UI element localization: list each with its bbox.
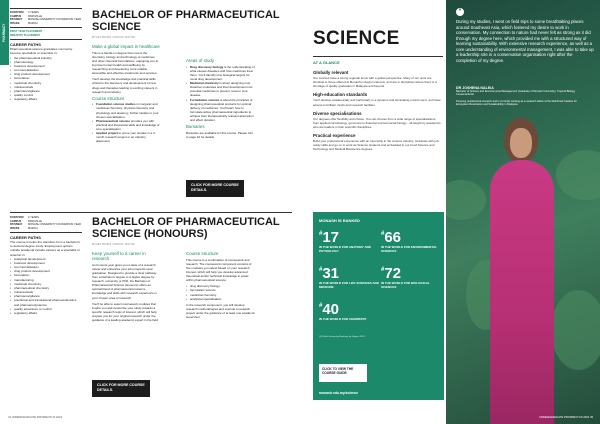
list-item: • preclinical and translational pharmacokinetics and pharmacodynamics (10, 298, 82, 306)
quote-attribution (456, 86, 586, 106)
course1-career-intro: Pharmaceutical science graduates commonly become specialists or scientists in: (10, 47, 73, 56)
list-item: • nutraceuticals (10, 290, 82, 294)
list-item: • quality assurance or control (10, 307, 82, 311)
page-footer-right: UNDERGRADUATE PROSPECTUS 2024 45 (538, 416, 593, 419)
course1-col1 (92, 44, 160, 146)
course2-heading-research: Keep yourself to a career in research (92, 251, 146, 261)
glance-item: Diverse specialisations Our degrees offer flexibility and choice. You can choose from a wide range of specialisations, from applied microbiology, genomics to financial environmental biology - all taught by academics who are leaders in their scientific disciplines. (313, 110, 441, 129)
list-item: • Applied project to prove your studies in a 3-month research project or an industry placement. (92, 131, 160, 143)
rank-number: 40 (322, 301, 340, 318)
right-page (300, 0, 600, 424)
course2-details-button[interactable]: CLICK FOR MORE COURSE DETAILS. (92, 380, 150, 397)
list-item: • commercialisation (10, 68, 82, 72)
list-item: • analytical development (10, 257, 82, 261)
course2-code: MYCET: B07001 | CRICOS: 001771K (92, 243, 136, 246)
course1-pathway: PATHWAY MONASH UNIVERSITY FOUNDATION YEAR (10, 18, 82, 21)
section-tab-label: PHARMACY (2, 23, 6, 42)
list-item: • medicinal chemistry (186, 293, 256, 297)
course2-duration: DURATION 4 YEARS (10, 216, 39, 219)
course1-sidebar (10, 8, 82, 101)
list-item: • nutraceuticals (10, 85, 82, 89)
list-item: • pharmacology (10, 60, 82, 64)
divider (10, 212, 292, 213)
rank-label: IN THE WORLD FOR ANATOMY AND PHYSIOLOGY (319, 245, 371, 253)
course2-career-intro: The course is helps the transition from a bachelor's to doctoral degree study. Employment options outside academia include careers as a specialist or scientist in: (10, 240, 80, 257)
list-item: • pharmaceutical chemistry (10, 286, 82, 290)
course1-tag-2: INDUSTRY PLACEMENT (10, 33, 40, 37)
glance-list (313, 70, 443, 155)
rank-number: 72 (384, 265, 402, 282)
list-item: • medicinal chemistry (10, 81, 82, 85)
course1-career-title: CAREER PATHS (10, 42, 41, 48)
course2-col2 (186, 251, 256, 321)
course2-para-1: An honours year gives you a taste of a research career and enhances your job prospects upon graduation. Designed to provide a clear pathway from a bachelor's degree to a higher degree by research, university or PhD, the Bachelor of Pharmaceutical Science (Honours) offers an optimal blend of pharmaceutical science knowledge and skills with research experience in your chosen area of research. (92, 262, 157, 300)
page-footer-left: 44 UNDERGRADUATE PROSPECTUS 2024 (8, 416, 63, 419)
list-item: • business development (10, 64, 82, 68)
course2-pathway: PATHWAY MONASH UNIVERSITY FOUNDATION YEAR (10, 223, 82, 226)
list-item: • the pharmaceutical industry (10, 56, 82, 60)
glance-item: Globally relevant Our courses have a strong regional focus with a global perspective. Many of our units are identical to those offered at Monash's Clayton campus, and are in disciplines where there is a shortage of quality graduates in Malaysia and beyond. (313, 70, 437, 89)
rank-item: #66 IN THE WORLD FOR ENVIRONMENTAL SCIENCES (381, 230, 441, 254)
course1-heading-areas: Areas of study (186, 58, 215, 63)
list-item: • formulation (10, 273, 82, 277)
course2-modules-list (186, 284, 256, 301)
list-item: • Drug discovery biology is the understanding of what causes diseases and how medicines treat them. You'll identify new biological targets for novel drug development. (186, 65, 256, 82)
list-item: • regulatory affairs. (10, 97, 82, 101)
course2-campus: CAMPUS PARKVILLE (10, 219, 42, 223)
course1-duration: DURATION 4 YEARS (10, 11, 39, 14)
course2-career-list (10, 257, 82, 315)
student-quote: During my studies, I went on field trips to some breathtaking places around Southeast Asia, which fostered my desire to work in conservation. My connection to nature had never felt as strong as it did through my degree here, which provided me with a structured way of learning sustainability. With extensive research experience, as well as a core understanding of environmental management, I was able to take up a leadership role in a conservation organisation right after the completion of my degree. (456, 19, 594, 64)
course1-campus: CAMPUS PARKVILLE (10, 14, 42, 18)
glance-item: Practical experience Build your professional experience with an internship in the science industry. Graduate with job-ready skills and go on to work as Science students and embedded in our Food Science and Technology and Medical Bioscience degrees. (313, 133, 440, 152)
course1-areas-list (186, 65, 256, 123)
student-current: Pursuing postdoctoral research and is currently working as a research fellow at the Rainforest Institute for Ecosystem Restoration and Sustainability in Malaysia. (456, 99, 577, 107)
course1-title: BACHELOR OF PHARMACEUTICAL SCIENCE (92, 9, 280, 33)
rank-item: #31 IN THE WORLD FOR LIFE SCIENCES AND MEDICINE (319, 265, 379, 289)
course1-details-button[interactable]: CLICK FOR MORE COURSE DETAILS. (186, 180, 244, 197)
list-item: • regulatory affairs. (10, 311, 82, 315)
course1-para-1: This is a hands-on degree that covers the chemistry, biology and technology of medicines and other chemical formulations, equipping you to improve human health and wellbeing by researching and developing more reliable, accessible and effective treatments and services. (92, 50, 159, 76)
list-item: • quality control (10, 93, 82, 97)
student-name: DR JOSHENA NALEIA (456, 86, 494, 90)
list-item: • medicinal chemistry (10, 282, 82, 286)
course1-intake: INTAKE MARCH (10, 21, 38, 25)
list-item: • formulation (10, 76, 82, 80)
course2-sidebar (10, 216, 82, 315)
list-item: • analytical specialisation. (186, 297, 256, 301)
list-item: • Formulation science is about the principles of designing pharmaceutical products for optimal delivery of medicines. You'll learn how to formulate active pharmaceutical ingredients to achieve their therapeutically relevant absorption and effect duration. (186, 98, 256, 123)
course2-career-title: CAREER PATHS (10, 235, 41, 240)
rank-number: 17 (322, 229, 340, 246)
rankings-source: QS World University Rankings by Subject 2023 (319, 336, 365, 338)
list-item: • pharmacovigilance (10, 89, 82, 93)
course2-title: BACHELOR OF PHARMACEUTICAL SCIENCE (HONOURS) (92, 216, 280, 240)
course2-para-2: You'll be able to select coursework modules that inspire you and customise your study towards a specific research topic of interest, which will help prepare you for your original research under the guidance of a leading academic expert in the field. (92, 301, 159, 323)
course1-heading-bursaries: Bursaries (186, 124, 205, 130)
rank-label: IN THE WORLD FOR BIOLOGICAL SCIENCES (381, 281, 430, 289)
rank-number: 31 (322, 265, 340, 282)
course-guide-button[interactable]: CLICK TO VIEW THE COURSE GUIDE. (319, 364, 367, 382)
course2-structure-text: This course is a combination of coursework and research. The coursework component consists of five modules you select based on your research interest, which will help you develop advanced theoretical and/or technical knowledge in areas within pharmaceutical science: (186, 257, 252, 283)
glance-item: High-education standards You'll develop academically and particularly in a dynamic and stimulating environment, and have access to brilliant minds and research facilities. (313, 92, 441, 107)
rank-label: IN THE WORLD FOR CHEMISTRY (319, 317, 367, 321)
list-item: • drug discovery biology (186, 284, 256, 288)
list-item: • manufacturing (10, 278, 82, 282)
course1-heading-impact: Make a global impact in healthcare (92, 44, 160, 49)
course2-col1 (92, 251, 160, 324)
course1-structure-list (92, 102, 160, 143)
list-item: • business development (10, 261, 82, 265)
course1-col2 (186, 58, 256, 141)
course1-code: MYCET: B07001 | CRICOS: 001771K (92, 36, 136, 39)
rank-item: #40 IN THE WORLD FOR CHEMISTRY (319, 302, 379, 322)
course2-heading-structure: Course structure (186, 251, 219, 256)
course2-research-text: In the research component, you will develop research methodologies and execute a research project under the guidance of at least one academic supervisor. (186, 302, 255, 320)
rankings-title: MONASH IS RANKED (319, 218, 360, 223)
course1-career-list (10, 56, 82, 102)
rank-label: IN THE WORLD FOR LIFE SCIENCES AND MEDICINE (319, 281, 379, 289)
page-title: SCIENCE (313, 28, 400, 49)
course1-para-2: You'll develop the knowledge and practical skills critical to the discovery and development of new drugs and therapies leading to exciting careers in research and industry. (92, 77, 158, 94)
science-panel (300, 0, 446, 424)
rank-label: IN THE WORLD FOR ENVIRONMENTAL SCIENCES (381, 245, 437, 253)
student-role: Bachelor of Science and Environmental Management (Graduate of Monash University), Tropical Biology Conservationist (456, 90, 576, 97)
science-link[interactable]: monash.edu.my/science (319, 391, 359, 395)
course2-intake: INTAKE MARCH (10, 226, 38, 230)
list-item: • pharmacovigilance (10, 294, 82, 298)
rank-item: #72 IN THE WORLD FOR BIOLOGICAL SCIENCES (381, 266, 441, 290)
list-item: • formulation science (186, 288, 256, 292)
course1-heading-structure: Course structure (92, 95, 125, 101)
list-item: • Foundation science studies in inorganic and medicinal chemistry, physical chemistry and physiology and anatomy, further studies in your chosen specialisation. (92, 102, 160, 119)
rankings-box (313, 212, 444, 400)
divider (313, 56, 443, 57)
at-a-glance-heading: AT A GLANCE (313, 60, 340, 65)
rank-number: 66 (384, 229, 402, 246)
list-item: • drug product development (10, 72, 82, 76)
list-item: • commercialisation (10, 265, 82, 269)
list-item: • Medicinal chemistry is about designing new bioactive molecules and their development into potential medicines to prevent, treat or cure disease. (186, 81, 256, 98)
quote-icon: “ (456, 8, 464, 16)
course1-tag-1: FIRST YEAR PLACEMENT (10, 30, 43, 33)
section-tab (0, 0, 9, 65)
list-item: • Pharmaceutical science provides you with practical and theoretical skills and knowledge of core specialisation. (92, 119, 160, 131)
rank-item: #17 IN THE WORLD FOR ANATOMY AND PHYSIOLOGY (319, 230, 379, 254)
course1-bursaries-text: Bursaries are available for this course. Please turn to page 10 for details. (186, 130, 254, 139)
list-item: • drug product development (10, 269, 82, 273)
